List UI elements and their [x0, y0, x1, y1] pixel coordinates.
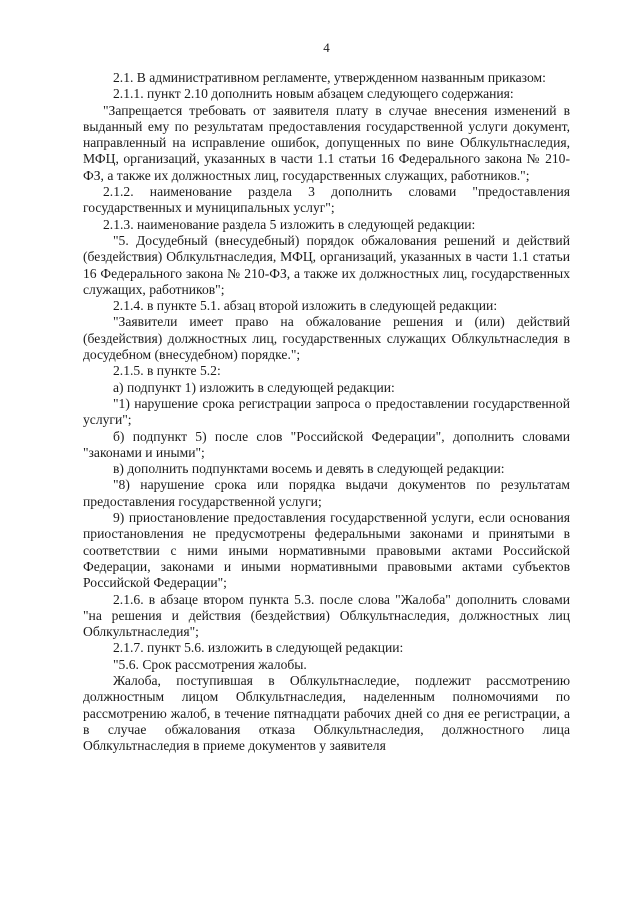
- paragraph: 2.1.4. в пункте 5.1. абзац второй изложить в следующей редакции:: [113, 298, 498, 314]
- paragraph: 2.1.3. наименование раздела 5 изложить в следующей редакции:: [103, 216, 476, 232]
- paragraph: в) дополнить подпунктами восемь и девять в следующей редакции:: [113, 461, 505, 477]
- paragraph: 2.1.2. наименование раздела 3 дополнить словами "предоставления государственных и муниципальных услуг";: [83, 184, 570, 216]
- paragraph: "8) нарушение срока или порядка выдачи документов по результатам предоставления государственной услуги;: [83, 477, 570, 509]
- page-number: 4: [323, 40, 330, 55]
- paragraph: "1) нарушение срока регистрации запроса о предоставлении государственной услуги";: [83, 395, 570, 428]
- paragraph: 2.1.1. пункт 2.10 дополнить новым абзацем следующего содержания:: [113, 86, 514, 102]
- paragraph: "5.6. Срок рассмотрения жалобы.: [113, 656, 307, 672]
- paragraph: б) подпункт 5) после слов "Российской Федерации", дополнить словами "законами и иными";: [83, 428, 570, 460]
- paragraph: а) подпункт 1) изложить в следующей редакции:: [113, 379, 395, 395]
- paragraph: "5. Досудебный (внесудебный) порядок обжалования решений и действий (бездействия) Облкультнаследия, МФЦ, организаций, указанных в части 1.1 статьи 16 Федерального закона № 210-ФЗ, а также их должностных лиц, государственных служащих, работников";: [83, 232, 570, 297]
- document-body: [83, 70, 570, 754]
- paragraph: Жалоба, поступившая в Облкультнаследие, подлежит рассмотрению должностным лицом Облкультнаследия, наделенным полномочиями по рассмотрению жалоб, в течение пятнадцати рабочих дней со дня ее регистрации, а в случае обжалования отказа Облкультнаследия, должностного лица Облкультнаследия в приеме документов у заявителя: [83, 672, 570, 754]
- paragraph: "Запрещается требовать от заявителя плату в случае внесения изменений в выданный ему по результатам предоставления государственной услуги документ, направленный на исправление ошибок, допущенных по вине Облкультнаследия, МФЦ, организаций, указанных в части 1.1 статьи 16 Федерального закона № 210-ФЗ, а также их должностных лиц, государственных служащих, работников.";: [83, 102, 570, 183]
- paragraph: 2.1.5. в пункте 5.2:: [113, 363, 221, 379]
- paragraph: 2.1.6. в абзаце втором пункта 5.3. после слова "Жалоба" дополнить словами "на решения и действия (бездействия) Облкультнаследия, должностных лиц Облкультнаследия";: [83, 591, 570, 640]
- paragraph: "Заявители имеет право на обжалование решения и (или) действий (бездействия) должностных лиц, государственных служащих Облкультнаследия в досудебном (внесудебном) порядке.";: [83, 314, 570, 363]
- paragraph: 2.1. В административном регламенте, утвержденном названным приказом:: [113, 70, 546, 85]
- paragraph: 9) приостановление предоставления государственной услуги, если основания приостановления не предусмотрены федеральными законами и принятыми в соответствии с ними иными нормативными правовыми актами Российской Федерации, законами и иными нормативными правовыми актами субъектов Российской Федерации";: [83, 510, 570, 591]
- paragraph: 2.1.7. пункт 5.6. изложить в следующей редакции:: [113, 640, 404, 656]
